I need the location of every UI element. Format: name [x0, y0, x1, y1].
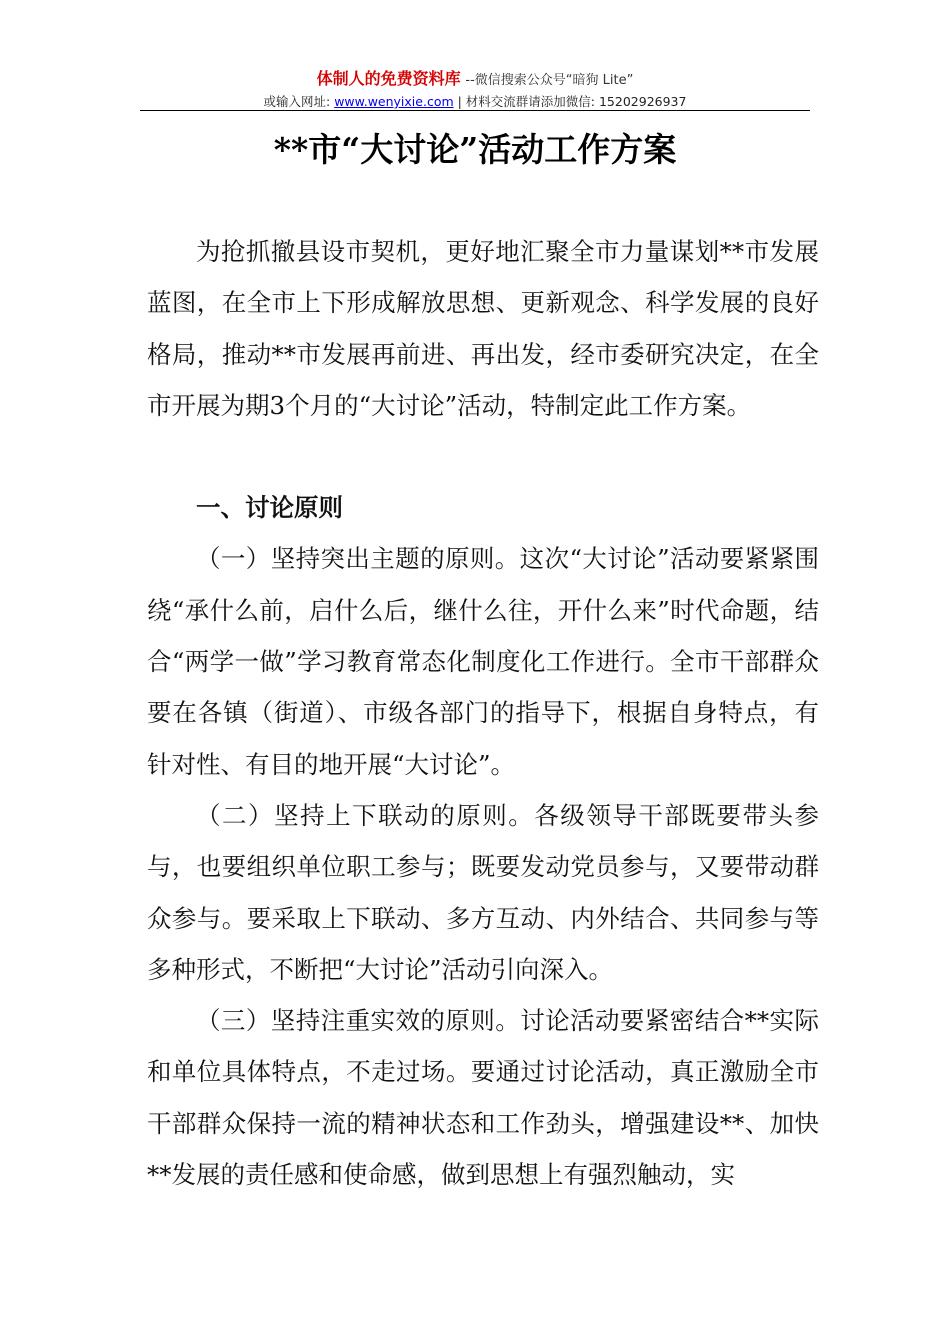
- principle-text-3: 讨论活动要紧密结合**实际和单位具体特点，不走过场。要通过讨论活动，真正激励全市干部群众保持一流的精神状态和工作劲头，增强建设**、加快**发展的责任感和使命感，做到思想上有强烈触动，实: [147, 1006, 819, 1190]
- page-header: [140, 68, 810, 111]
- header-divider: [140, 110, 810, 111]
- paragraph-gap: [147, 431, 819, 482]
- principle-paragraph-1: [147, 533, 819, 789]
- header-brand: 体制人的免费资料库: [316, 69, 461, 88]
- document-title: **市“大讨论”活动工作方案: [273, 130, 677, 169]
- principle-lead-1: （一）坚持突出主题的原则。: [196, 544, 520, 574]
- principle-paragraph-2: [147, 790, 819, 995]
- section-heading: 一、讨论原则: [196, 493, 343, 523]
- header-contact: | 材料交流群请添加微信: 15202926937: [453, 94, 687, 109]
- principle-lead-3: （三）坚持注重实效的原则。: [196, 1006, 521, 1036]
- header-line-2: [140, 92, 810, 111]
- header-url-prefix: 或输入网址:: [263, 94, 335, 109]
- document-body: [147, 226, 819, 1200]
- header-url-link[interactable]: www.wenyixie.com: [334, 94, 454, 109]
- header-promo: --微信搜索公众号“暗狗 Lite”: [465, 73, 634, 88]
- header-line-1: [140, 68, 810, 92]
- principle-text-1: 这次“大讨论”活动要紧紧围绕“承什么前，启什么后，继什么往，开什么来”时代命题，结合“两学一做”学习教育常态化制度化工作进行。全市干部群众要在各镇（街道）、市级各部门的指导下，根据自身特点，有针对性、有目的地开展“大讨论”。: [147, 544, 819, 779]
- principle-paragraph-3: [147, 995, 819, 1200]
- intro-paragraph: 为抢抓撤县设市契机，更好地汇聚全市力量谋划**市发展蓝图，在全市上下形成解放思想、更新观念、科学发展的良好格局，推动**市发展再前进、再出发，经市委研究决定，在全市开展为期3个月的“大讨论”活动，特制定此工作方案。: [147, 237, 819, 420]
- principle-text-2: 各级领导干部既要带头参与，也要组织单位职工参与；既要发动党员参与，又要带动群众参与。要采取上下联动、多方互动、内外结合、共同参与等多种形式，不断把“大讨论”活动引向深入。: [147, 800, 819, 984]
- principle-lead-2: （二）坚持上下联动的原则。: [196, 800, 535, 830]
